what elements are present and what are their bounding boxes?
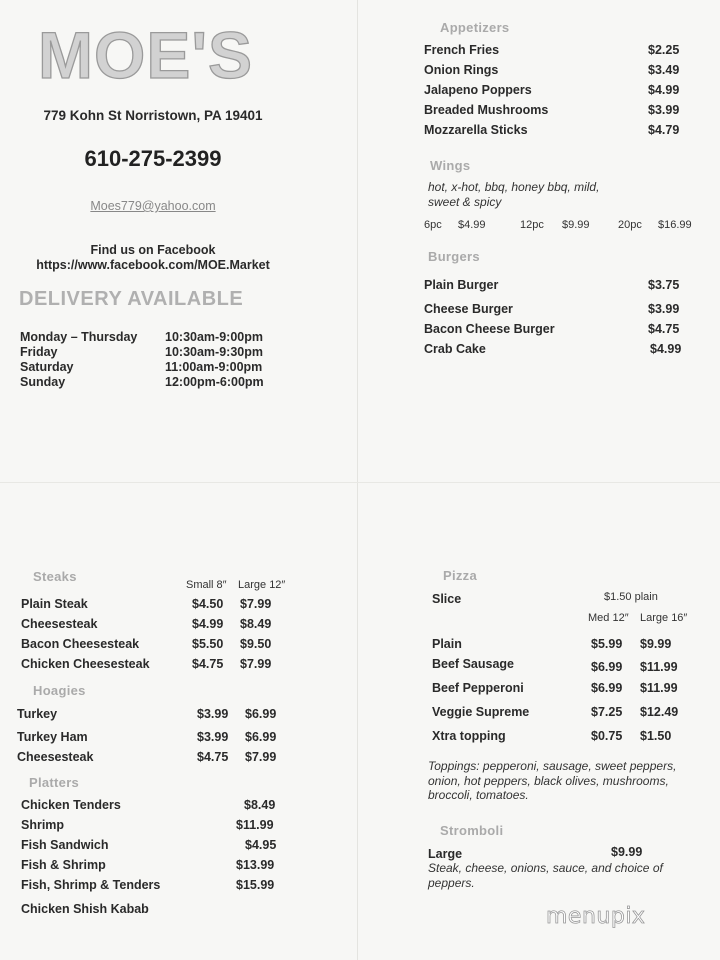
item-price: $8.49 (244, 798, 276, 812)
hours-list (20, 330, 264, 390)
menu-item (21, 795, 321, 815)
item-price-med: $6.99 (591, 681, 623, 695)
item-price-med: $6.99 (591, 660, 623, 674)
item-name: Crab Cake (424, 342, 486, 356)
item-name: Veggie Supreme (432, 705, 530, 719)
menu-item (21, 835, 321, 855)
item-price-large: $6.99 (245, 707, 277, 721)
wing-size: 12pc (520, 219, 544, 231)
item-price: $3.99 (648, 103, 680, 117)
menu-item (424, 120, 694, 140)
item-price: $4.95 (245, 838, 277, 852)
item-name: Chicken Shish Kabab (21, 902, 149, 916)
item-price: $4.99 (650, 342, 682, 356)
steaks-col-small: Small 8″ (186, 579, 227, 591)
pizza-slice-label: Slice (432, 592, 462, 606)
pizza-list (432, 634, 702, 746)
menu-item (424, 299, 694, 319)
menu-item (432, 654, 702, 674)
item-name: Bacon Cheese Burger (424, 322, 555, 336)
menu-item (21, 654, 321, 674)
item-price: $2.25 (648, 43, 680, 57)
item-name: Shrimp (21, 818, 65, 832)
address: 779 Kohn St Norristown, PA 19401 (43, 108, 263, 123)
item-price-large: $8.49 (240, 617, 272, 631)
item-name: Fish & Shrimp (21, 858, 106, 872)
logo: MOE'S (38, 18, 254, 92)
item-price: $11.99 (236, 818, 274, 832)
pizza-heading: Pizza (443, 568, 478, 583)
hours-day: Sunday (20, 375, 66, 389)
stromboli-description: Steak, cheese, onions, sauce, and choice of peppers. (428, 861, 663, 890)
menu-item (21, 634, 321, 654)
item-price: $3.49 (648, 63, 680, 77)
pizza-toppings: Toppings: pepperoni, sausage, sweet peppers, onion, hot peppers, black olives, mushrooms, broccoli, tomatoes. (428, 759, 677, 802)
wings-flavors: hot, x-hot, bbq, honey bbq, mild, sweet & spicy (428, 180, 600, 209)
steaks-list (21, 594, 321, 674)
platters-list (21, 795, 321, 919)
item-price-small: $4.75 (192, 657, 224, 671)
item-price-med: $5.99 (591, 637, 623, 651)
hours-row (20, 330, 264, 345)
item-name: Turkey Ham (17, 730, 88, 744)
item-name: Fish, Shrimp & Tenders (21, 878, 161, 892)
item-price-large: $11.99 (640, 660, 678, 674)
menu-item (432, 702, 702, 722)
menu-item (432, 634, 702, 654)
wing-size: 6pc (424, 219, 442, 231)
menu-item (424, 319, 694, 339)
hours-time: 11:00am-9:00pm (165, 360, 263, 374)
wings-sizes (424, 219, 704, 233)
appetizers-list (424, 40, 694, 140)
item-name: Beef Pepperoni (432, 681, 524, 695)
fold-line-vertical (357, 0, 358, 960)
hours-day: Friday (20, 345, 58, 359)
hours-row (20, 375, 264, 390)
menupix-watermark: menupix (546, 904, 646, 929)
steaks-heading: Steaks (33, 569, 77, 584)
item-name: Turkey (17, 707, 58, 721)
phone-number[interactable]: 610-275-2399 (84, 146, 222, 171)
item-price-small: $3.99 (197, 707, 229, 721)
wing-price: $16.99 (658, 219, 692, 231)
burgers-heading: Burgers (428, 249, 480, 264)
item-price-small: $4.50 (192, 597, 224, 611)
menu-item (424, 100, 694, 120)
menu-item (424, 40, 694, 60)
hours-day: Monday – Thursday (20, 330, 138, 344)
menu-item (21, 875, 321, 895)
hoagies-heading: Hoagies (33, 683, 86, 698)
item-price-large: $7.99 (245, 750, 277, 764)
item-name: Cheese Burger (424, 302, 513, 316)
wing-price: $4.99 (458, 219, 486, 231)
appetizers-heading: Appetizers (440, 20, 510, 35)
menu-item (432, 726, 702, 746)
item-price-large: $7.99 (240, 597, 272, 611)
platters-heading: Platters (29, 775, 80, 790)
wing-price: $9.99 (562, 219, 590, 231)
delivery-banner: DELIVERY AVAILABLE (19, 288, 244, 310)
menu-item (17, 727, 317, 747)
item-price-med: $0.75 (591, 729, 623, 743)
item-price: $15.99 (236, 878, 275, 892)
item-name: Jalapeno Poppers (424, 83, 532, 97)
item-price: $4.75 (648, 322, 680, 336)
wings-heading: Wings (430, 158, 471, 173)
item-price: $4.99 (648, 83, 680, 97)
item-price-small: $5.50 (192, 637, 224, 651)
item-price-med: $7.25 (591, 705, 623, 719)
hours-time: 12:00pm-6:00pm (165, 375, 264, 389)
hours-day: Saturday (20, 360, 74, 374)
hours-row (20, 360, 264, 375)
item-price: $3.75 (648, 278, 680, 292)
item-name: Chicken Tenders (21, 798, 121, 812)
item-price-large: $11.99 (640, 681, 678, 695)
item-price-large: $7.99 (240, 657, 272, 671)
item-name: Plain Steak (21, 597, 88, 611)
menu-item (21, 899, 321, 919)
pizza-col-med: Med 12″ (588, 612, 629, 624)
hoagies-list (17, 704, 317, 767)
item-name: Mozzarella Sticks (424, 123, 528, 137)
item-price-large: $6.99 (245, 730, 277, 744)
hours-time: 10:30am-9:00pm (165, 330, 263, 344)
item-name: Cheesesteak (17, 750, 94, 764)
item-price: $9.99 (611, 845, 643, 859)
item-name: Chicken Cheesesteak (21, 657, 150, 671)
item-name: Breaded Mushrooms (424, 103, 549, 117)
item-name: Bacon Cheesesteak (21, 637, 140, 651)
item-name: Fish Sandwich (21, 838, 109, 852)
item-price: $3.99 (648, 302, 680, 316)
item-price-small: $4.75 (197, 750, 229, 764)
item-name: Xtra topping (432, 729, 506, 743)
email-link[interactable]: Moes779@yahoo.com (90, 199, 216, 213)
item-name: Large (428, 847, 463, 861)
item-name: French Fries (424, 43, 500, 57)
item-price: $13.99 (236, 858, 275, 872)
menu-item (21, 614, 321, 634)
fold-line-horizontal (0, 482, 720, 483)
hours-row (20, 345, 264, 360)
steaks-col-large: Large 12″ (238, 579, 286, 591)
item-name: Onion Rings (424, 63, 499, 77)
item-name: Cheesesteak (21, 617, 98, 631)
item-price-large: $9.50 (240, 637, 272, 651)
menu-item (424, 275, 694, 295)
menu-item (17, 747, 317, 767)
item-name: Plain Burger (424, 278, 499, 292)
pizza-slice-price: $1.50 plain (604, 591, 658, 603)
menu-item (424, 80, 694, 100)
menu-item (17, 704, 317, 724)
menu-item (424, 60, 694, 80)
pizza-col-large: Large 16″ (640, 612, 688, 624)
menu-item (21, 855, 321, 875)
item-price-large: $1.50 (640, 729, 672, 743)
burgers-list (424, 275, 694, 359)
menu-item (424, 339, 694, 359)
item-price: $4.79 (648, 123, 680, 137)
stromboli-heading: Stromboli (440, 823, 504, 838)
menu-item (21, 594, 321, 614)
wing-size: 20pc (618, 219, 642, 231)
menu-item (21, 815, 321, 835)
item-name: Beef Sausage (432, 657, 514, 671)
item-price-large: $9.99 (640, 637, 672, 651)
item-price-small: $4.99 (192, 617, 224, 631)
menu-item (432, 678, 702, 698)
item-name: Plain (432, 637, 462, 651)
item-price-large: $12.49 (640, 705, 679, 719)
hours-time: 10:30am-9:30pm (165, 345, 263, 359)
facebook-url[interactable]: https://www.facebook.com/MOE.Market (36, 258, 270, 272)
facebook-label: Find us on Facebook (90, 243, 216, 257)
item-price-small: $3.99 (197, 730, 229, 744)
